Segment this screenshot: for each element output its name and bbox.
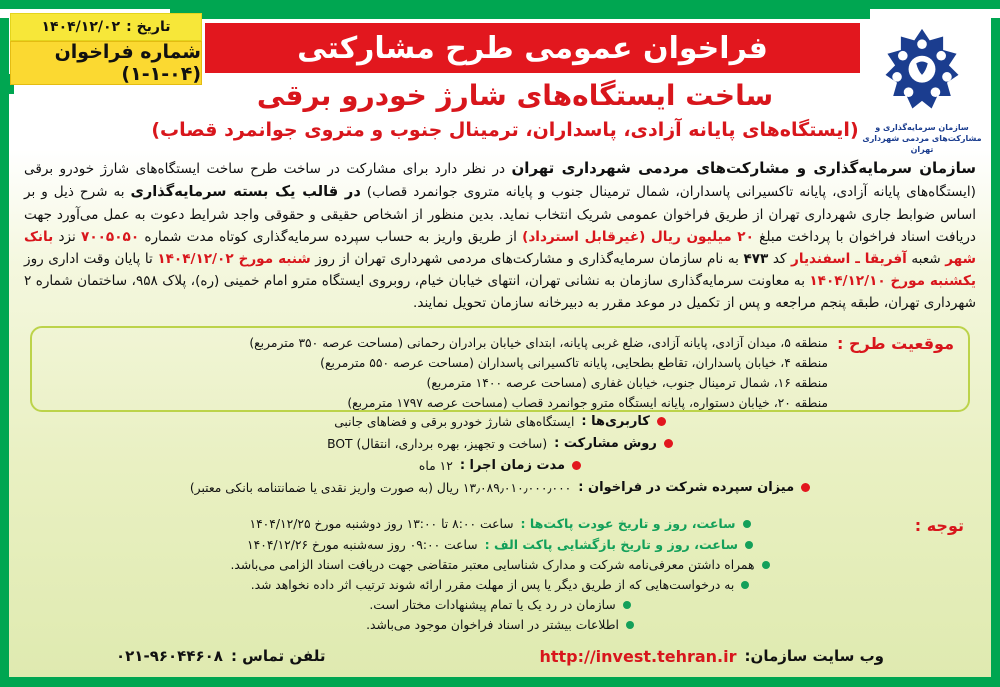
note-row <box>30 516 970 531</box>
website-url[interactable]: http://invest.tehran.ir <box>539 646 737 666</box>
lead-paragraph <box>24 156 976 314</box>
lead-fee-amount: ۲۰ میلیون ریال (غیرقابل استرداد) <box>522 228 754 245</box>
lead-package: در قالب یک بسته سرمایه‌گذاری <box>130 183 361 201</box>
note-row <box>30 537 970 552</box>
note-row <box>30 618 970 632</box>
lead-text-2: به شرح ذیل و بر اساس ضوابط جاری شهرداری تهران از طریق فراخوان عمومی شریک انتخاب نماید. بدین منظور از اشخاص حقیقی و حقوقی واجد شرایط دعوت به عمل می‌آورد جهت دریافت اسناد فراخوان با پرداخت مبلغ <box>24 184 976 245</box>
spec-row <box>30 414 970 429</box>
spec-row <box>30 458 970 473</box>
bullet-dot-icon <box>743 520 751 528</box>
bullet-dot-icon <box>623 601 631 609</box>
notes-heading: توجه : <box>914 516 964 535</box>
lead-text-6: کد <box>768 250 792 267</box>
date-value: ۱۴۰۴/۱۲/۰۲ <box>41 19 121 35</box>
note-text: ساعت ۸:۰۰ تا ۱۳:۰۰ روز دوشنبه مورخ ۱۴۰۴/۱۲/۲۵ <box>249 516 514 531</box>
lead-text-7: به نام سازمان سرمایه‌گذاری و مشارکت‌های مردمی شهرداری تهران از روز <box>310 250 744 267</box>
spec-value: ۱۲ ماه <box>418 458 453 473</box>
bullet-dot-icon <box>762 561 770 569</box>
spec-label: میزان سپرده شرکت در فراخوان : <box>578 480 795 495</box>
lead-org: سازمان سرمایه‌گذاری و مشارکت‌های مردمی شهرداری تهران <box>511 159 976 177</box>
frame-bottom-border <box>0 677 1000 687</box>
note-text: همراه داشتن معرفی‌نامه شرکت و مدارک شناسایی معتبر متقاضی جهت دریافت اسناد الزامی می‌باشد. <box>230 558 755 572</box>
date-chip <box>10 13 202 41</box>
bullet-dot-icon <box>572 461 581 470</box>
notes-section <box>30 516 970 638</box>
lead-branch-name: آفریقا ـ اسفندیار <box>791 250 907 267</box>
location-item: منطقه ۲۰، خیابان دستواره، پایانه ایستگاه مترو جوانمرد قصاب (مساحت عرصه ۱۷۹۷ مترمربع) <box>347 395 828 410</box>
logo-block <box>858 25 986 161</box>
spec-label: روش مشارکت : <box>554 436 657 451</box>
note-text: سازمان در رد یک یا تمام پیشنهادات مختار است. <box>369 598 616 612</box>
banner-strip <box>205 23 860 73</box>
bullet-dot-icon <box>664 439 673 448</box>
website-label: وب سایت سازمان: <box>744 647 884 665</box>
spec-row <box>30 436 970 451</box>
lead-text-5: شعبه <box>906 250 946 267</box>
footer <box>9 635 991 677</box>
page-subtitle: (ایستگاه‌های پایانه آزادی، پاسداران، ترمینال جنوب و متروی جوانمرد قصاب) <box>151 119 859 141</box>
note-row <box>30 558 970 572</box>
spec-label: مدت زمان اجرا : <box>459 458 566 473</box>
spec-row <box>30 480 970 495</box>
bullet-dot-icon <box>745 541 753 549</box>
location-item: منطقه ۵، میدان آزادی، پایانه آزادی، ضلع غربی پایانه، ابتدای خیابان برادران رحمانی (مساحت عرصه ۳۵۰ مترمربع) <box>249 336 828 350</box>
lead-end-date: یکشنبه مورخ ۱۴۰۴/۱۲/۱۰ <box>809 272 977 289</box>
lead-text-8: تا پایان وقت اداری روز <box>24 250 158 267</box>
bullet-dot-icon <box>741 581 749 589</box>
phone-block <box>116 647 325 665</box>
note-label: ساعت، روز و تاریخ بازگشایی پاکت الف : <box>484 537 738 552</box>
call-number-text: شماره فراخوان (۰۴-۱-۱) <box>54 41 201 85</box>
note-text: اطلاعات بیشتر در اسناد فراخوان موجود می‌باشد. <box>366 618 619 632</box>
phone-value: ۰۲۱-۹۶۰۴۴۶۰۸ <box>116 647 223 665</box>
lead-branch-code: ۴۷۳ <box>743 250 769 267</box>
location-item: منطقه ۴، خیابان پاسداران، تقاطع بطحایی، پایانه تاکسیرانی پاسداران (مساحت عرصه ۵۵۰ مترمربع) <box>320 355 828 370</box>
spec-value: ۱۳٫۰۸۹٫۰۱۰٫۰۰۰٫۰۰۰ ریال (به صورت واریز نقدی یا ضمانتنامه بانکی معتبر) <box>189 480 572 495</box>
tehran-municipality-logo-icon <box>874 25 970 121</box>
lead-start-date: شنبه مورخ ۱۴۰۴/۱۲/۰۲ <box>157 250 311 267</box>
header <box>0 9 1000 154</box>
spec-value: ایستگاه‌های شارژ خودرو برقی و فضاهای جانبی <box>334 414 575 429</box>
date-label: تاریخ : <box>126 19 171 35</box>
project-location-heading: موقعیت طرح : <box>836 334 954 353</box>
lead-text-3: از طریق واریز به حساب سپرده سرمایه‌گذاری کوتاه مدت شماره <box>139 228 523 245</box>
spec-value: (ساخت و تجهیز، بهره برداری، انتقال) BOT <box>327 436 548 451</box>
project-location-list <box>48 334 828 414</box>
page-title: ساخت ایستگاه‌های شارژ خودرو برقی <box>256 79 774 112</box>
note-row <box>30 598 970 612</box>
lead-text-4: نزد <box>53 228 82 245</box>
phone-label: تلفن تماس : <box>230 647 326 665</box>
note-text: به درخواست‌هایی که از طریق دیگر یا پس از مهلت مقرر ارائه شوند ترتیب اثر داده نخواهد شد. <box>250 578 735 592</box>
bullet-dot-icon <box>626 621 634 629</box>
note-label: ساعت، روز و تاریخ عودت پاکت‌ها : <box>520 516 736 531</box>
project-location-box <box>30 326 970 412</box>
note-text: ساعت ۰۹:۰۰ روز سه‌شنبه مورخ ۱۴۰۴/۱۲/۲۶ <box>247 537 478 552</box>
logo-caption: سازمان سرمایه‌گذاری و مشارکت‌های مردمی شهرداری تهران <box>862 123 982 154</box>
lead-text-1: در نظر دارد برای مشارکت در ساخت طرح ساخت ایستگاه‌های شارژ خودرو برقی (ایستگاه‌های پایانه آزادی، پایانه تاکسیرانی پاسداران، شمال ترمینال جنوب و پایانه متروی جوانمرد قصاب) <box>24 161 976 201</box>
location-item: منطقه ۱۶، شمال ترمینال جنوب، خیابان غفاری (مساحت عرصه ۱۴۰۰ مترمربع) <box>426 375 828 390</box>
specifications-list <box>30 414 970 502</box>
bullet-dot-icon <box>657 417 666 426</box>
lead-bank-name: بانک شهر <box>24 228 977 267</box>
top-green-bar <box>0 0 1000 9</box>
lead-text-9: به معاونت سرمایه‌گذاری سازمان به نشانی تهران، انتهای خیابان خیام، روبروی ایستگاه مترو امام خمینی (ره)، پلاک ۹۵۸، ساختمان شماره ۲ شهرداری تهران، طبقه پنجم مراجعه و پس از تکمیل در موعد مقرر به دبیرخانه سازمان تحویل نمایند. <box>24 272 976 311</box>
banner-text: فراخوان عمومی طرح مشارکتی <box>297 30 768 66</box>
website-block <box>539 647 884 666</box>
bullet-dot-icon <box>801 483 810 492</box>
note-row <box>30 578 970 592</box>
spec-label: کاربری‌ها : <box>581 414 650 429</box>
lead-account-number: ۷۰۰۵۰۵۰ <box>81 228 140 245</box>
